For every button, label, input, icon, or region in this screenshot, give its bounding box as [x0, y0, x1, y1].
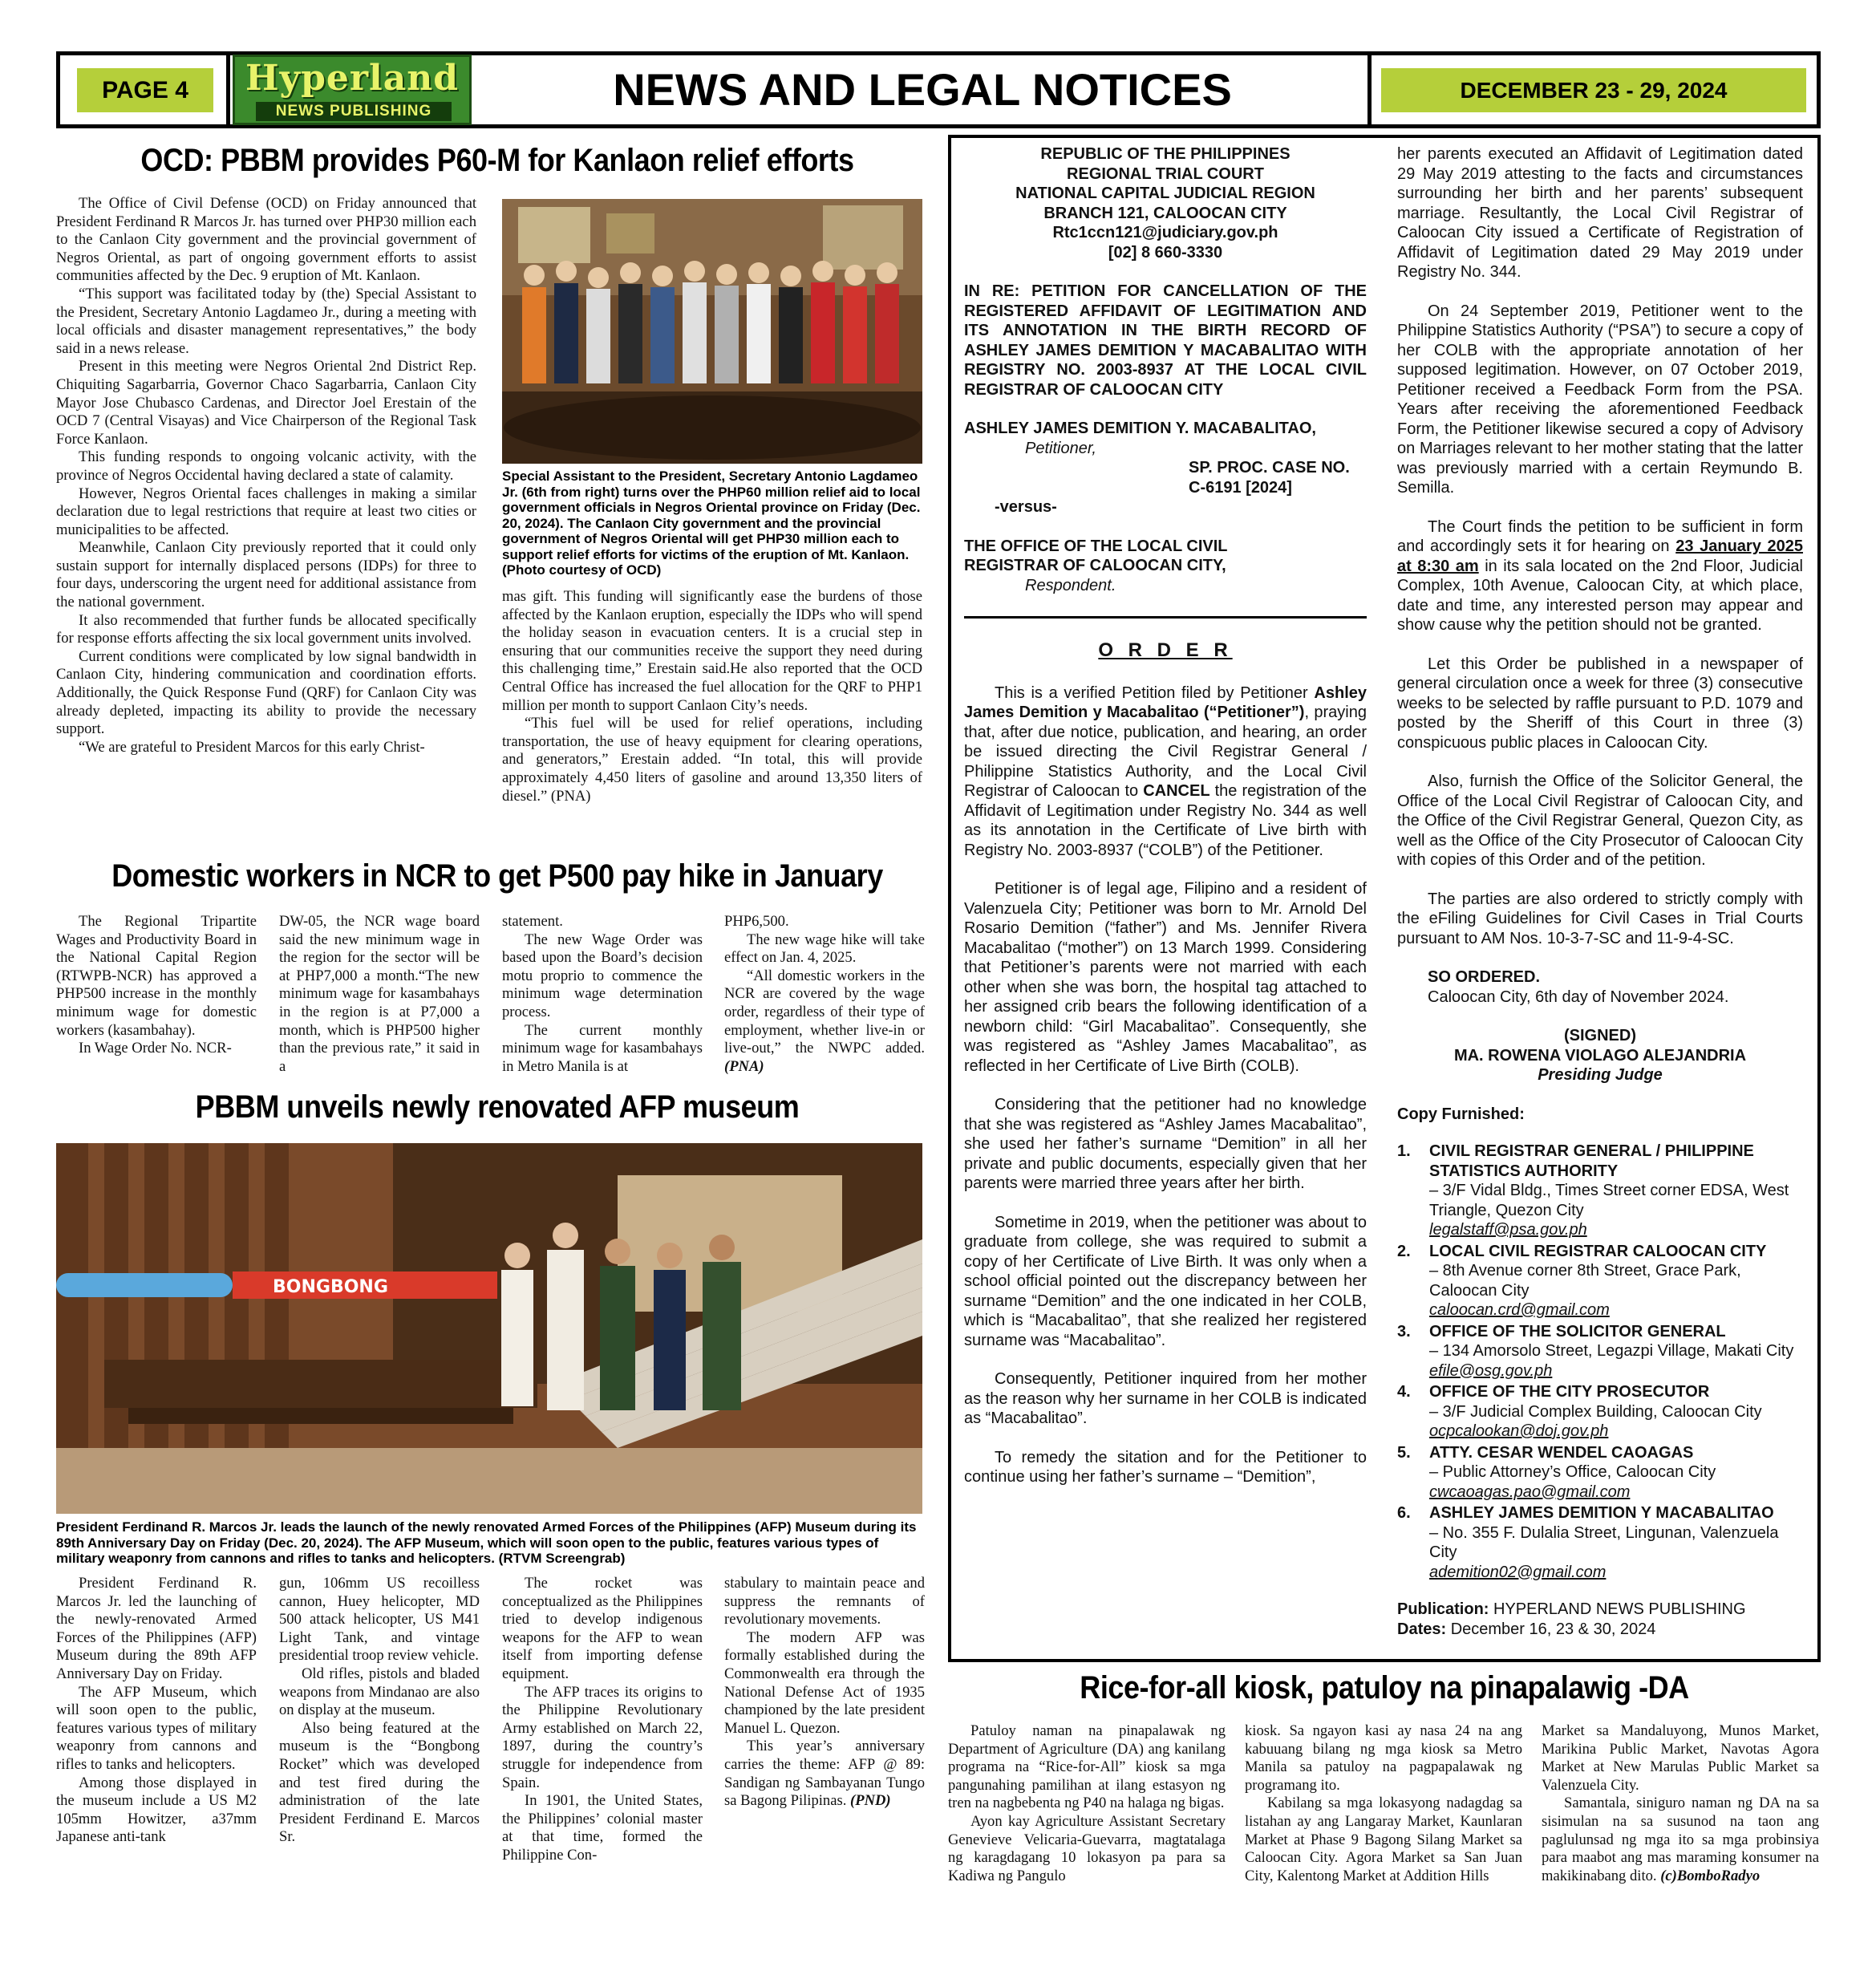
paragraph: “This fuel will be used for relief operations, including transportation, the use of heavy equipment for clearing operations, and generators,” Erestain added. “In total, this will provide approximately 4,450 liters of gasoline and around 13,350 liters of diesel.” (PNA)	[502, 715, 922, 805]
article-headline: PBBM unveils newly renovated AFP museum	[195, 1089, 800, 1125]
text: Ashley James Demition y Macabalitao (“Petitioner”)	[964, 683, 1367, 721]
recipient-address: – No. 355 F. Dulalia Street, Lingunan, Valenzuela City	[1429, 1523, 1779, 1561]
order-paragraph: On 24 September 2019, Petitioner went to the Philippine Statistics Authority (“PSA”) to secure a copy of her COLB with the appropriate annotation of her supposed legitimation. However, on 07 October 2019, Petitioner received a Feedback Form from the PSA. Years after receiving the aforementioned Feedback Form, the Petitioner likewise secured a copy of Advisory on Marriages relevant to her mother stating that the latter was previously married with a certain Reymundo B. Semilla.	[1397, 302, 1803, 497]
recipient-email-link[interactable]: ademition02@gmail.com	[1429, 1563, 1607, 1581]
item-number: 3.	[1397, 1322, 1411, 1340]
paragraph: Old rifles, pistols and bladed weapons from Mindanao are also on display at the museum.	[279, 1665, 480, 1719]
paragraph: PHP6,500.	[724, 913, 789, 930]
masthead-divider	[226, 51, 230, 128]
article-headline: OCD: PBBM provides P60-M for Kanlaon relief efforts	[140, 143, 854, 178]
article-body-column	[502, 1575, 703, 1865]
judge-name: MA. ROWENA VIOLAGO ALEJANDRIA	[1453, 1046, 1747, 1065]
article-body-column	[948, 1722, 1226, 1885]
order-paragraph: Let this Order be published in a newspaper of general circulation once a week for three (3) consecutive weeks to be selected by raffle pursuant to P.D. 1079 and posted by the Sheriff of this Court in three (3) conspicuous public places in Caloocan City.	[1397, 655, 1803, 752]
court-email: Rtc1ccn121@judiciary.gov.ph	[1052, 224, 1278, 241]
recipient-email-link[interactable]: cwcaoagas.pao@gmail.com	[1429, 1482, 1631, 1501]
article-body-column	[279, 1575, 480, 1847]
recipient-address: – 134 Amorsolo Street, Legazpi Village, Makati City	[1429, 1342, 1794, 1360]
copy-furnished-label: Copy Furnished:	[1397, 1105, 1525, 1123]
paragraph: stabulary to maintain peace and suppress the remnants of revolutionary movements.	[724, 1575, 925, 1628]
recipient-name: LOCAL CIVIL REGISTRAR CALOOCAN CITY	[1429, 1242, 1767, 1260]
masthead-divider	[1367, 51, 1372, 128]
article-body-column	[56, 195, 476, 756]
source-credit: (c)BomboRadyo	[1660, 1867, 1761, 1884]
item-number: 1.	[1397, 1142, 1411, 1160]
text: CANCEL	[1143, 782, 1210, 800]
paragraph-text: This year’s anniversary carries the theme: AFP @ 89: Sandigan ng Sambayanan Tungo sa Bagong Pilipinas.	[724, 1738, 925, 1810]
furnished-item	[1397, 1322, 1803, 1381]
article-body-column	[724, 1575, 925, 1811]
paragraph: It also recommended that further funds be allocated specifically for response efforts affecting the six local government units involved.	[56, 611, 476, 647]
order-place-date: Caloocan City, 6th day of November 2024.	[1428, 988, 1729, 1006]
recipient-email-link[interactable]: efile@osg.gov.ph	[1429, 1361, 1553, 1380]
court-line: REGIONAL TRIAL COURT	[1067, 164, 1264, 183]
paragraph: Present in this meeting were Negros Oriental 2nd District Rep. Chiquiting Sagarbarria, Governor Chaco Sagarbarria, Canlaon City Mayor Jose Chubasco Cardenas, and Director Joel Erestain of the OCD 7 (Central Visayas) and Vice Chairperson of the Regional Task Force Kanlaon.	[56, 358, 476, 448]
paragraph: “This support was facilitated today by (the) Special Assistant to the President, Secretary Antonio Lagdameo Jr., during a meeting with local officials and disaster management representatives,” the body said in a news release.	[56, 285, 476, 357]
article-body-column	[724, 913, 925, 1076]
logo-wordmark: Hyperland	[245, 58, 460, 99]
case-title: IN RE: PETITION FOR CANCELLATION OF THE REGISTERED AFFIDAVIT OF LEGITIMATION AND ITS ANNOTATION IN THE BIRTH RECORD OF ASHLEY JAMES DEMITION Y MACABALITAO WITH REGISTRY NO. 2003-8937 AT THE LOCAL CIVIL REGISTRAR OF CALOOCAN CITY	[964, 282, 1367, 399]
recipient-address: – 3/F Judicial Complex Building, Caloocan City	[1429, 1402, 1762, 1421]
paragraph: Among those displayed in the museum include a US M2 105mm Howitzer, a37mm Japanese anti-tank	[56, 1774, 257, 1846]
logo-subtitle: NEWS PUBLISHING	[256, 102, 452, 121]
paragraph: The Office of Civil Defense (OCD) on Friday announced that President Ferdinand R Marcos Jr. has turned over PHP30 million each to the Canlaon City government and the provincial government of Negros Oriental, as part of ongoing government efforts to assist communities affected by the Dec. 9 eruption of Mt. Kanlaon.	[56, 195, 476, 285]
photo-caption: President Ferdinand R. Marcos Jr. leads the launch of the newly renovated Armed Forces of the Philippines (AFP) Museum during its 89th Anniversary Day on Friday (Dec. 20, 2024). The AFP Museum, which will soon open to the public, features various types of military weaponry from cannons and rifles to tanks and helicopters. (RTVM Screengrab)	[56, 1519, 917, 1566]
text: The Court finds the petition to be sufficient in form and accordingly sets it for hearing on	[1397, 517, 1803, 555]
paragraph: The AFP Museum, which will soon open to the public, features various types of military weaponry from cannons and rifles to tanks and helicopters.	[56, 1683, 257, 1773]
paragraph: This funding responds to ongoing volcanic activity, with the province of Negros Occidental having declared a state of calamity.	[56, 448, 476, 484]
paragraph: The Regional Tripartite Wages and Productivity Board in the National Capital Region (RTWPB-NCR) has approved a PHP500 increase in the monthly minimum wage for domestic workers (kasambahay).	[56, 913, 257, 1039]
paragraph: Ayon kay Agriculture Assistant Secretary Genevieve Velicaria-Guevarra, magtatalaga ng karagdagang 10 lokasyon pa para sa Kadiwa ng Pangulo	[948, 1812, 1226, 1884]
furnished-item	[1397, 1242, 1803, 1320]
paragraph-text: Samantala, siniguro naman ng DA na sa sisimulan na sa susunod na taon ang paglulunsad ng mga ito sa mga probinsiya para maabot ang mas maraming konsumer na makikinabang dito.	[1542, 1795, 1819, 1884]
article-body-column	[279, 913, 480, 1076]
label: Publication:	[1397, 1600, 1489, 1618]
order-paragraph: Also, furnish the Office of the Solicitor General, the Office of the Local Civil Registrar of Caloocan City, and the Office of the Civil Registrar General, Quezon City, as well as the Office of the City Prosecutor of Caloocan City with copies of this Order and of the petition.	[1397, 773, 1803, 869]
source-credit: (PNA)	[724, 1057, 764, 1075]
text: This is a verified Petition filed by Petitioner	[995, 683, 1315, 702]
paragraph-text: “All domestic workers in the NCR are covered by the wage order, regardless of their type of employment, whether live-in or live-out,” the NWPC added.	[724, 967, 925, 1057]
respondent-role: Respondent.	[1025, 576, 1116, 594]
publication-line	[1397, 1600, 1803, 1620]
order-paragraph: To remedy the sitation and for the Petitioner to continue using her father’s surname – “Demition”,	[964, 1448, 1367, 1486]
section-title: NEWS AND LEGAL NOTICES	[613, 64, 1232, 115]
paragraph: mas gift. This funding will significantly ease the burdens of those affected by the Kanlaon eruption, especially the IDPs who will spend the holiday season in evacuation centers. It is a crucial step in ensuring that our communities receive the support they need during this challenging time,” Erestain said.He also reported that the OCD Central Office has increased the fuel allocation for the QRF to PHP1 million per month to support Canlaon City’s needs.	[502, 588, 922, 714]
paragraph: DW-05, the NCR wage board said the new minimum wage in the region for the sector will be at PHP7,000 a month.“The new minimum wage for kasambahays in the region is at P7,000 a month, which is PHP500 higher than the previous rate,” it said in a	[279, 913, 480, 1075]
item-number: 5.	[1397, 1443, 1411, 1462]
recipient-name: ASHLEY JAMES DEMITION Y MACABALITAO	[1429, 1504, 1774, 1522]
case-number-label: SP. PROC. CASE NO.	[1189, 459, 1350, 477]
article-body-column	[1542, 1722, 1819, 1885]
furnished-item	[1397, 1142, 1803, 1240]
judge-title: Presiding Judge	[1538, 1066, 1663, 1084]
petitioner-role: Petitioner,	[1025, 439, 1096, 457]
article-headline: Domestic workers in NCR to get P500 pay hike in January	[111, 858, 883, 894]
recipient-name: CIVIL REGISTRAR GENERAL / PHILIPPINE STATISTICS AUTHORITY	[1429, 1142, 1754, 1180]
afp-museum-photo	[56, 1143, 922, 1514]
paragraph: The rocket was conceptualized as the Philippines tried to develop indigenous weapons for the AFP to wean itself from importing defense equipment.	[502, 1575, 703, 1682]
text: the registration of the Affidavit of Legitimation under Registry No. 344 as well as its annotation in the Certificate of Live birth with Registry No. 2003-8937 (“COLB”) of the Petitioner.	[964, 782, 1367, 859]
recipient-name: ATTY. CESAR WENDEL CAOAGAS	[1429, 1443, 1694, 1462]
court-phone: [02] 8 660-3330	[1108, 243, 1223, 262]
recipient-name: OFFICE OF THE CITY PROSECUTOR	[1429, 1383, 1710, 1401]
paragraph: Kabilang sa mga lokasyong nadagdag sa listahan ay ang Langaray Market, Kaunlaran Market at Phase 9 Bagong Silang Market sa Caloocan City. Agora Market sa San Juan City, Kalentong Market at Addition Hills	[1245, 1795, 1522, 1884]
item-number: 2.	[1397, 1242, 1411, 1260]
legal-notice-right-column	[1397, 144, 1803, 1639]
paragraph: Market sa Mandaluyong, Munos Market, Marikina Public Market, Navotas Agora Market at New Marulas Public Market sa Valenzuela City.	[1542, 1722, 1819, 1794]
legal-notice-left-column	[964, 144, 1367, 1487]
paragraph: Patuloy naman na pinapalawak ng Department of Agriculture (DA) ang kanilang programa na “Rice-for-All” kiosk sa mga pangunahing pamilihan at ilang estasyon ng tren na nagbebenta ng P40 na halaga ng bigas.	[948, 1722, 1226, 1812]
court-line: BRANCH 121, CALOOCAN CITY	[1043, 204, 1287, 222]
recipient-email-link[interactable]: caloocan.crd@gmail.com	[1429, 1301, 1610, 1319]
furnished-item	[1397, 1382, 1803, 1442]
value: December 16, 23 & 30, 2024	[1450, 1620, 1656, 1638]
paragraph: gun, 106mm US recoilless cannon, Huey helicopter, MD 500 attack helicopter, US M41 Light Tank, and vintage presidential troop review vehicle.	[279, 1575, 480, 1665]
recipient-address: – 3/F Vidal Bldg., Times Street corner EDSA, West Triangle, Quezon City	[1429, 1182, 1789, 1219]
copy-furnished-list	[1397, 1142, 1803, 1582]
signed-mark: (SIGNED)	[1564, 1027, 1636, 1044]
ocd-meeting-photo	[502, 199, 922, 464]
issue-date-badge: DECEMBER 23 - 29, 2024	[1381, 68, 1806, 112]
article-body-column	[56, 913, 257, 1058]
paragraph: The current monthly minimum wage for kasambahays in Metro Manila is at	[502, 1021, 703, 1075]
court-line: REPUBLIC OF THE PHILIPPINES	[1040, 145, 1291, 163]
article-body-column	[502, 588, 922, 805]
paragraph: Current conditions were complicated by low signal bandwidth in Canlaon City, hindering communication and coordination efforts. Additionally, the Quick Response Fund (QRF) for Canlaon City was already depleted, impacting its ability to provide the necessary support.	[56, 647, 476, 738]
article-body-column	[502, 913, 703, 1076]
respondent-name: THE OFFICE OF THE LOCAL CIVIL REGISTRAR OF CALOOCAN CITY,	[964, 537, 1228, 574]
court-header	[964, 144, 1367, 262]
paragraph	[724, 967, 925, 1077]
value: HYPERLAND NEWS PUBLISHING	[1493, 1600, 1746, 1618]
source-credit: (PND)	[850, 1792, 891, 1810]
court-line: NATIONAL CAPITAL JUDICIAL REGION	[1015, 185, 1315, 202]
photo-illustration	[56, 1143, 922, 1514]
recipient-email-link[interactable]: ocpcalookan@doj.gov.ph	[1429, 1422, 1609, 1440]
versus: -versus-	[995, 498, 1057, 516]
petitioner-name: ASHLEY JAMES DEMITION Y. MACABALITAO,	[964, 420, 1316, 437]
paragraph	[1542, 1795, 1819, 1885]
paragraph: The new Wage Order was based upon the Board’s decision motu proprio to commence the minimum wage determination process.	[502, 931, 703, 1020]
case-number: C-6191 [2024]	[1189, 478, 1292, 497]
order-paragraph: Sometime in 2019, when the petitioner was about to graduate from college, she was required to submit a copy of her Certificate of Live Birth. It was only when a school official pointed out the discrepancy between her surname “Demition” and the one indicated in her COLB, which is “Macabalitao”, that she realized her registered surname was “Macabalitao”.	[964, 1213, 1367, 1349]
paragraph: The new wage hike will take effect on Jan. 4, 2025.	[724, 931, 925, 967]
paragraph: The modern AFP was formally established during the Commonwealth era through the National Defense Act of 1935 championed by the late president Manuel L. Quezon.	[724, 1628, 925, 1737]
article-headline: Rice-for-all kiosk, patuloy na pinapalawig -DA	[1080, 1670, 1689, 1705]
order-paragraph: Consequently, Petitioner inquired from her mother as the reason why her surname in her COLB is indicated as “Macabalitao”.	[964, 1370, 1367, 1427]
rocket-label: BONGBONG	[273, 1277, 388, 1297]
item-number: 4.	[1397, 1383, 1411, 1401]
recipient-email-link[interactable]: legalstaff@psa.gov.ph	[1429, 1221, 1587, 1239]
paragraph: Also being featured at the museum is the “Bongbong Rocket” which was developed and test fired during the administration of the late President Ferdinand E. Marcos Sr.	[279, 1719, 480, 1846]
text: , praying that, after due notice, publication, and hearing, an order be issued directing the Civil Registrar General / Philippine Statistics Authority, and the Local Civil Registrar of Caloocan to	[964, 704, 1367, 800]
label: Dates:	[1397, 1620, 1447, 1638]
furnished-item	[1397, 1503, 1803, 1582]
order-paragraph	[964, 683, 1367, 861]
order-paragraph: The parties are also ordered to strictly comply with the eFiling Guidelines for Civil Cases in Trial Courts pursuant to AM Nos. 10-3-7-SC and 11-9-4-SC.	[1397, 890, 1803, 947]
hyperland-logo	[233, 55, 472, 125]
recipient-name: OFFICE OF THE SOLICITOR GENERAL	[1429, 1322, 1726, 1340]
text: in its sala located on the 2nd Floor, Judicial Complex, 10th Avenue, Caloocan City, at which place, date and time, any interested person may appear and show cause why the petition should not be granted.	[1397, 557, 1803, 634]
paragraph: In Wage Order No. NCR-	[79, 1040, 232, 1057]
publication-dates-line	[1397, 1620, 1803, 1640]
photo-caption: Special Assistant to the President, Secretary Antonio Lagdameo Jr. (6th from right) turns over the PHP60 million relief aid to local government officials in Negros Oriental province on Friday (Dec. 20, 2024). The Canlaon City government and the provincial government of Negros Oriental will get PHP30 million each to support relief efforts for victims of the eruption of Mt. Kanlaon. (Photo courtesy of OCD)	[502, 468, 921, 578]
recipient-address: – Public Attorney’s Office, Caloocan City	[1429, 1463, 1716, 1481]
article-body-column	[56, 1575, 257, 1847]
order-paragraph: her parents executed an Affidavit of Legitimation dated 29 May 2019 attesting to the facts and circumstances surrounding her birth and her parents’ subsequent marriage. Resultantly, the Local Civil Registrar of Caloocan City issued a Certificate of Registration of Affidavit of Legitimation dated 29 May 2019 under Registry No. 344.	[1397, 145, 1803, 281]
furnished-item	[1397, 1443, 1803, 1503]
paragraph: President Ferdinand R. Marcos Jr. led the launching of the newly-renovated Armed Forces of the Philippines (AFP) Museum during the 89th AFP Anniversary Day on Friday.	[56, 1575, 257, 1682]
order-paragraph: Considering that the petitioner had no knowledge that she was registered as “Ashley James Macabalitao”, she used her father’s surname “Demition” in all her private and public documents, especially given that her parents were married three years after her birth.	[964, 1096, 1367, 1192]
item-number: 6.	[1397, 1504, 1411, 1522]
photo-illustration	[502, 199, 922, 464]
hearing-date: 23 January 2025 at 8:30 am	[1397, 537, 1803, 575]
paragraph	[724, 1738, 925, 1810]
order-paragraph: Petitioner is of legal age, Filipino and a resident of Valenzuela City; Petitioner was born to Mr. Arnold Del Rosario Demition (“father”) and Ms. Jennifer Rivera Macabalitao (“mother”) on 13 March 1999. Considering that Petitioner’s parents were not married with each other when she was born, the hospital tag attached to her assigned crib bears the following identification of a newborn child: “Girl Macabalitao”. Consequently, she was registered as “Ashley James Macabalitao”, as reflected in her Certificate of Live Birth (COLB).	[964, 880, 1367, 1075]
page-number-badge: PAGE 4	[77, 68, 213, 112]
paragraph: kiosk. Sa ngayon kasi ay nasa 24 na ang kabuuang bilang ng mga kiosk sa Metro Manila sa patuloy na pagpapalawak ng programang ito.	[1245, 1722, 1522, 1794]
article-body-column	[1245, 1722, 1522, 1885]
paragraph: In 1901, the United States, the Philippines’ colonial master at that time, formed the Philippine Con-	[502, 1792, 703, 1864]
divider	[964, 616, 1367, 619]
hearing-paragraph	[1397, 517, 1803, 635]
recipient-address: – 8th Avenue corner 8th Street, Grace Park, Caloocan City	[1429, 1262, 1741, 1300]
paragraph: “We are grateful to President Marcos for this early Christ-	[79, 738, 425, 756]
order-heading: O R D E R	[1098, 639, 1233, 661]
paragraph: The AFP traces its origins to the Philippine Revolutionary Army established on March 22, 1897, during the country’s struggle for independence from Spain.	[502, 1683, 703, 1791]
so-ordered: SO ORDERED.	[1428, 968, 1541, 986]
paragraph: statement.	[502, 913, 563, 930]
paragraph: Meanwhile, Canlaon City previously reported that it could only sustain support for internally displaced persons (IDPs) for three to four days, underscoring the urgent need for additional assistance from the national government.	[56, 539, 476, 611]
paragraph: However, Negros Oriental faces challenges in making a similar declaration due to legal restrictions that require at least two cities or municipalities to be affected.	[56, 485, 476, 538]
